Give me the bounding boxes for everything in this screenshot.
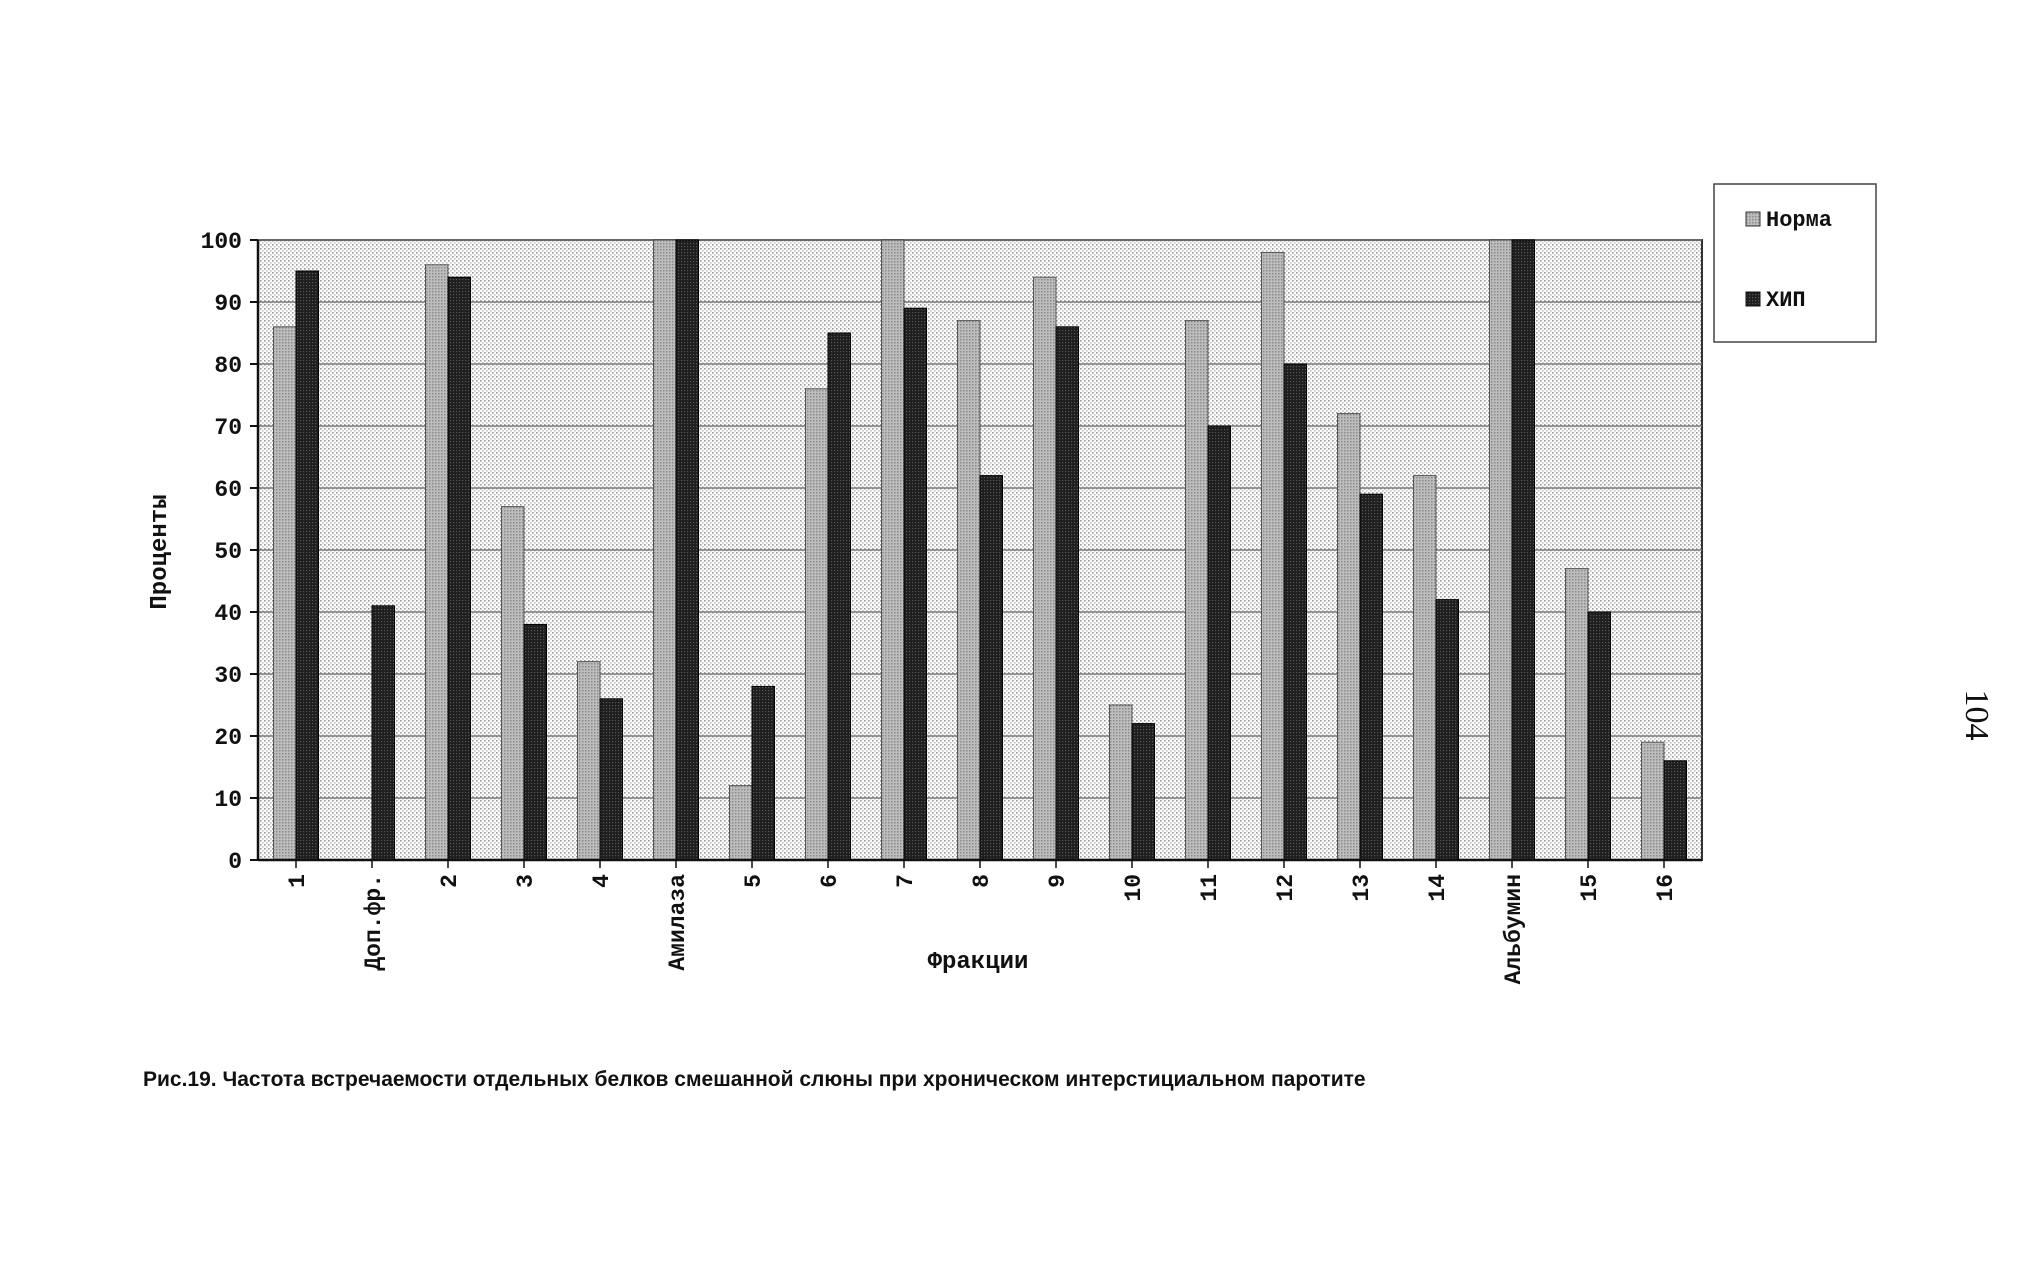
bar-hip xyxy=(372,606,395,860)
y-axis-ticks xyxy=(201,229,258,875)
y-tick-label: 30 xyxy=(214,663,242,689)
bar-norma xyxy=(1034,277,1057,860)
bar-hip xyxy=(1208,426,1231,860)
x-tick-label: 6 xyxy=(817,874,843,888)
x-tick-label: Альбумин xyxy=(1501,874,1527,985)
x-tick-label: 15 xyxy=(1577,874,1603,902)
legend-label-norma: Норма xyxy=(1766,208,1833,233)
x-tick-label: 7 xyxy=(893,874,919,888)
x-tick-label: 2 xyxy=(437,874,463,888)
bar-norma xyxy=(1110,705,1133,860)
legend xyxy=(1714,184,1876,342)
y-tick-label: 10 xyxy=(214,787,242,813)
bar-hip xyxy=(1588,612,1611,860)
bar-norma xyxy=(1338,414,1361,860)
bar-norma xyxy=(806,389,829,860)
x-tick-label: 14 xyxy=(1425,874,1451,902)
bar-norma xyxy=(958,321,981,860)
bar-norma xyxy=(1566,569,1589,860)
bar-hip xyxy=(524,624,547,860)
y-tick-label: 90 xyxy=(214,291,242,317)
x-tick-label: 9 xyxy=(1045,874,1071,888)
bar-hip xyxy=(1436,600,1459,860)
y-tick-label: 80 xyxy=(214,353,242,379)
bar-hip xyxy=(448,277,471,860)
bar-norma xyxy=(578,662,601,860)
x-axis-label: Фракции xyxy=(927,949,1029,976)
x-tick-label: 11 xyxy=(1197,874,1223,902)
page-number: 104 xyxy=(1958,689,1995,741)
y-tick-label: 20 xyxy=(214,725,242,751)
y-tick-label: 70 xyxy=(214,415,242,441)
bar-hip xyxy=(296,271,319,860)
bar-norma xyxy=(882,240,905,860)
y-tick-label: 0 xyxy=(228,849,242,875)
bar-hip xyxy=(676,240,699,860)
bar-hip xyxy=(752,686,775,860)
bar-norma xyxy=(1414,476,1437,860)
bar-hip xyxy=(980,476,1003,860)
bar-hip xyxy=(904,308,927,860)
bar-hip xyxy=(600,699,623,860)
y-tick-label: 100 xyxy=(200,229,242,255)
y-axis-label: Проценты xyxy=(147,494,174,610)
bar-norma xyxy=(730,786,753,860)
x-tick-label: 5 xyxy=(741,874,767,888)
x-tick-label: 4 xyxy=(589,874,615,888)
bar-hip xyxy=(1664,761,1687,860)
x-tick-label: 13 xyxy=(1349,874,1375,902)
bar-norma xyxy=(1642,742,1665,860)
x-tick-label: 8 xyxy=(969,874,995,888)
bar-norma xyxy=(426,265,449,860)
x-tick-label: 10 xyxy=(1121,874,1147,902)
legend-swatch-norma xyxy=(1746,212,1760,226)
bar-hip xyxy=(1360,494,1383,860)
y-tick-label: 50 xyxy=(214,539,242,565)
bar-hip xyxy=(1512,240,1535,860)
x-tick-label: 16 xyxy=(1653,874,1679,902)
bar-hip xyxy=(1056,327,1079,860)
bar-norma xyxy=(1262,252,1285,860)
y-tick-label: 40 xyxy=(214,601,242,627)
bar-norma xyxy=(654,240,677,860)
x-tick-label: 1 xyxy=(285,874,311,888)
bar-norma xyxy=(1490,240,1513,860)
bar-hip xyxy=(828,333,851,860)
figure-caption: Рис.19. Частота встречаемости отдельных белков смешанной слюны при хроническом интерстициальном паротите xyxy=(143,1068,1366,1091)
y-tick-label: 60 xyxy=(214,477,242,503)
bar-norma xyxy=(274,327,297,860)
x-tick-label: Доп.фр. xyxy=(361,874,387,971)
legend-swatch-hip xyxy=(1746,292,1760,306)
bar-hip xyxy=(1132,724,1155,860)
bar-norma xyxy=(1186,321,1209,860)
legend-label-hip: ХИП xyxy=(1766,288,1806,313)
x-tick-label: 12 xyxy=(1273,874,1299,902)
bar-norma xyxy=(502,507,525,860)
bar-hip xyxy=(1284,364,1307,860)
x-tick-label: Амилаза xyxy=(665,874,691,971)
x-tick-label: 3 xyxy=(513,874,539,888)
